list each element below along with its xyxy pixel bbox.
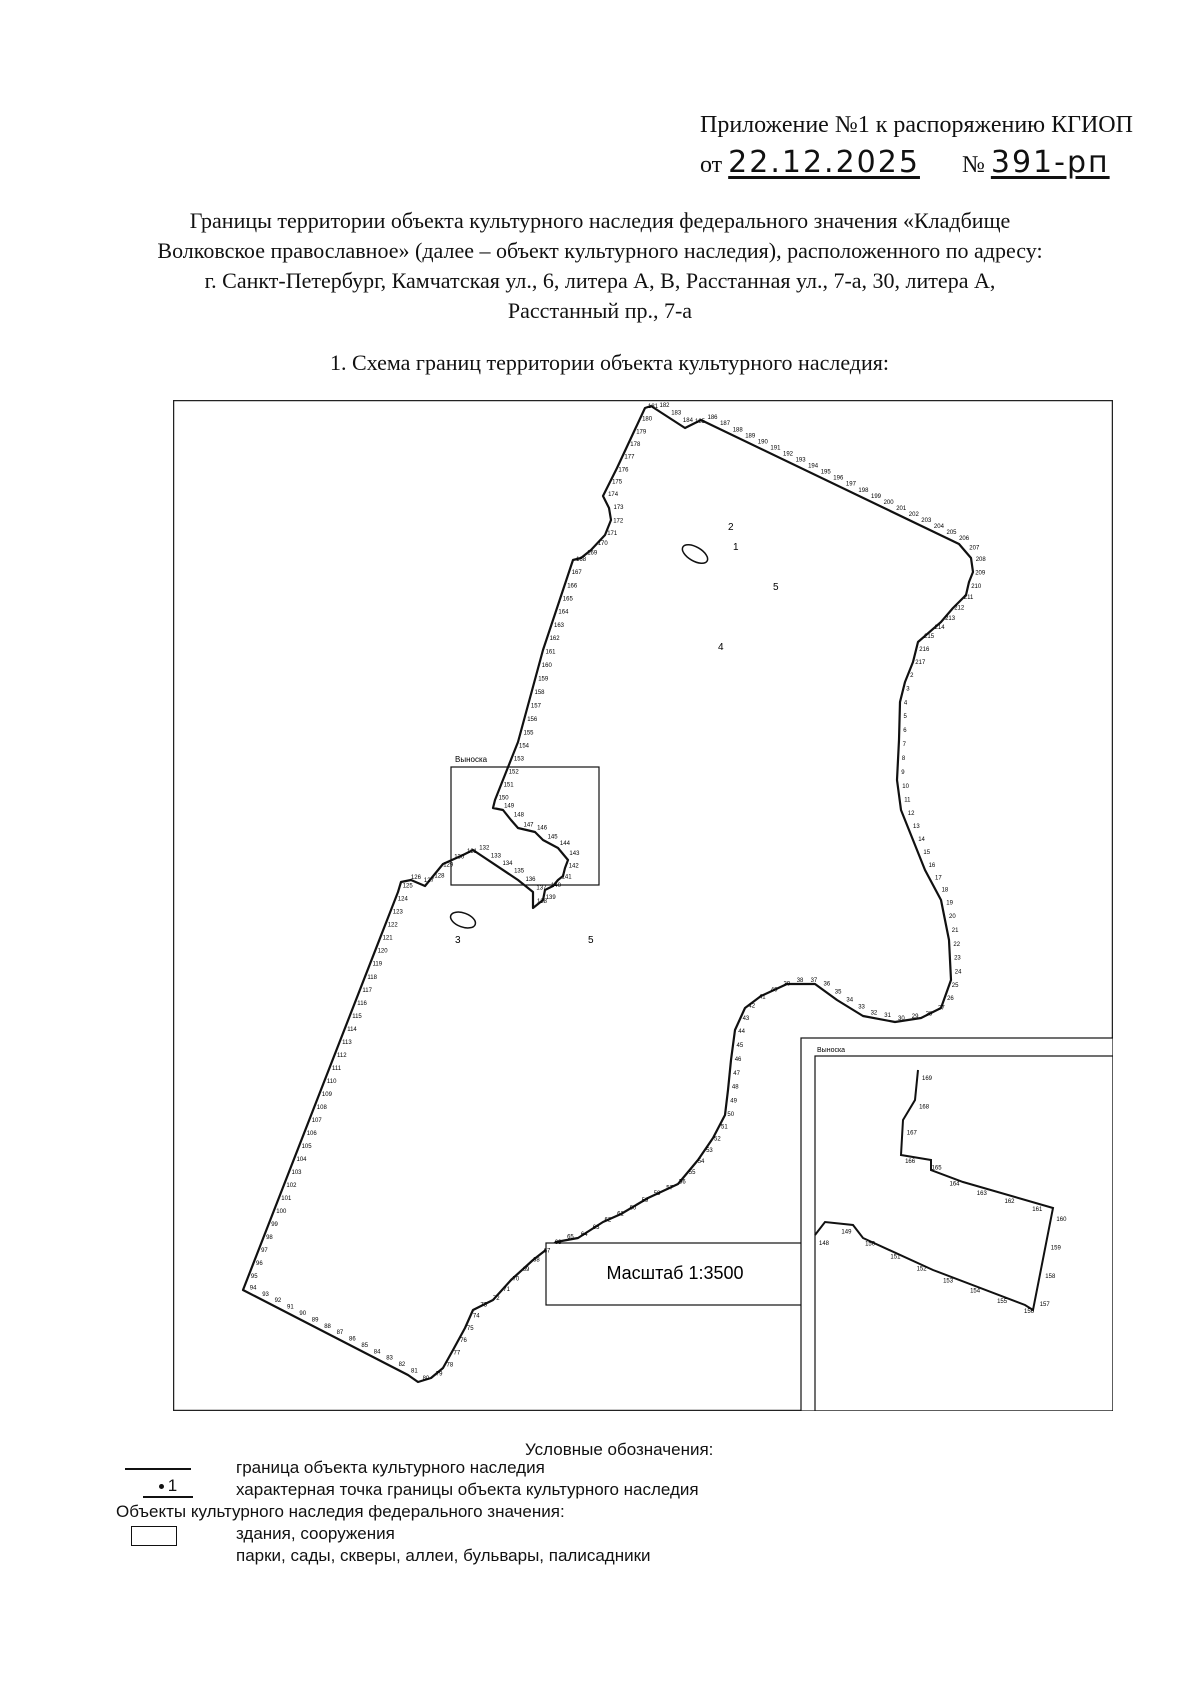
boundary-point-label: 109 xyxy=(321,1091,332,1098)
boundary-point-label: 32 xyxy=(870,1010,878,1017)
boundary-point-label: 82 xyxy=(398,1362,406,1369)
boundary-point-label: 101 xyxy=(281,1195,292,1202)
legend-objects-heading: Объекты культурного наследия федерального значения: xyxy=(116,1502,565,1521)
boundary-point-label: 130 xyxy=(454,854,465,861)
schema-heading: 1. Схема границ территории объекта культурного наследия: xyxy=(330,350,890,375)
boundary-point-label: 118 xyxy=(367,974,377,981)
boundary-point-label: 177 xyxy=(624,454,635,461)
inset-point-label: 149 xyxy=(841,1229,852,1236)
boundary-point-label: 168 xyxy=(576,556,587,563)
boundary-point-label: 89 xyxy=(311,1317,319,1324)
header-line-3: г. Санкт-Петербург, Камчатская ул., 6, литера А, В, Расстанная ул., 7-а, 30, литера А, xyxy=(204,268,996,293)
boundary-point-label: 114 xyxy=(347,1026,357,1033)
inset-point-label: 153 xyxy=(943,1278,954,1285)
boundary-point-label: 76 xyxy=(460,1338,467,1345)
number-prefix: № xyxy=(961,152,985,178)
boundary-point-label: 110 xyxy=(326,1078,337,1085)
boundary-point-label: 60 xyxy=(629,1205,637,1212)
boundary-point-label: 80 xyxy=(422,1375,430,1382)
boundary-point-label: 152 xyxy=(508,769,519,776)
inset-point-label: 168 xyxy=(919,1104,930,1111)
boundary-point-label: 4 xyxy=(903,700,908,707)
boundary-point-label: 107 xyxy=(311,1117,322,1124)
boundary-point-label: 148 xyxy=(513,812,524,819)
boundary-point-label: 145 xyxy=(547,834,558,841)
callout-label: Выноска xyxy=(455,755,488,764)
inset-point-label: 148 xyxy=(819,1241,830,1247)
header-line-2: Волковское православное» (далее – объект культурного наследия), расположенного по адресу: xyxy=(157,238,1043,263)
boundary-point-label: 93 xyxy=(262,1291,269,1298)
boundary-point-label: 13 xyxy=(913,824,920,830)
boundary-point-label: 183 xyxy=(671,410,682,417)
boundary-point-label: 27 xyxy=(938,1005,945,1012)
inset-point-label: 162 xyxy=(1004,1198,1015,1205)
boundary-point-label: 138 xyxy=(537,899,548,906)
inset-point-label: 156 xyxy=(1024,1309,1035,1316)
area-label: 2 xyxy=(728,522,734,533)
boundary-point-label: 122 xyxy=(387,922,398,929)
boundary-point-label: 61 xyxy=(617,1211,624,1218)
header-line-1: Границы территории объекта культурного наследия федерального значения «Кладбище xyxy=(189,208,1011,233)
legend-point: характерная точка границы объекта культурного наследия xyxy=(236,1480,699,1499)
boundary-point-label: 56 xyxy=(679,1179,686,1186)
boundary-point-label: 29 xyxy=(911,1014,919,1020)
boundary-point-label: 105 xyxy=(301,1143,312,1150)
boundary-point-label: 94 xyxy=(249,1285,257,1292)
boundary-point-label: 42 xyxy=(748,1003,756,1010)
inset-point-label: 169 xyxy=(922,1076,933,1082)
boundary-point-label: 92 xyxy=(274,1298,282,1305)
boundary-point-label: 55 xyxy=(688,1169,696,1176)
boundary-point-label: 14 xyxy=(918,837,925,843)
boundary-point-label: 153 xyxy=(513,756,524,763)
boundary-point-label: 99 xyxy=(271,1221,278,1228)
boundary-point-label: 3 xyxy=(906,686,910,693)
boundary-point-label: 190 xyxy=(757,439,768,446)
boundary-point-label: 206 xyxy=(959,536,970,543)
boundary-point-label: 196 xyxy=(833,475,844,482)
legend-building-symbol xyxy=(131,1526,177,1546)
boundary-point-label: 44 xyxy=(738,1029,745,1036)
boundary-point-label: 46 xyxy=(734,1056,742,1063)
boundary-point-label: 115 xyxy=(352,1013,362,1020)
boundary-point-label: 200 xyxy=(883,499,894,506)
inset-point-label: 160 xyxy=(1056,1217,1067,1224)
boundary-point-label: 120 xyxy=(377,948,388,955)
boundary-point-label: 186 xyxy=(707,415,718,422)
legend-boundary: граница объекта культурного наследия xyxy=(236,1458,545,1477)
boundary-point-label: 167 xyxy=(571,570,582,576)
boundary-point-label: 124 xyxy=(397,896,408,903)
boundary-point-label: 85 xyxy=(361,1342,369,1349)
boundary-point-label: 2 xyxy=(910,673,914,680)
boundary-point-label: 205 xyxy=(946,530,957,537)
boundary-point-label: 121 xyxy=(382,935,393,942)
boundary-point-label: 146 xyxy=(537,825,548,832)
boundary-point-label: 58 xyxy=(653,1191,661,1198)
boundary-point-label: 66 xyxy=(554,1240,562,1247)
boundary-point-label: 111 xyxy=(332,1065,342,1072)
boundary-point-label: 5 xyxy=(903,714,907,721)
legend-boundary-line xyxy=(125,1468,191,1470)
boundary-point-label: 174 xyxy=(608,492,619,499)
boundary-point-label: 141 xyxy=(561,874,572,881)
boundary-point-label: 169 xyxy=(587,550,598,557)
inset-point-label: 167 xyxy=(906,1130,917,1137)
boundary-point-label: 173 xyxy=(613,505,624,511)
boundary-point-label: 34 xyxy=(846,997,854,1004)
boundary-point-label: 83 xyxy=(386,1355,393,1362)
boundary-point-label: 86 xyxy=(349,1336,356,1343)
boundary-point-label: 57 xyxy=(666,1185,673,1192)
boundary-point-label: 95 xyxy=(250,1273,258,1280)
boundary-point-label: 151 xyxy=(503,782,514,789)
boundary-point-label: 79 xyxy=(435,1371,443,1378)
boundary-point-label: 133 xyxy=(490,853,501,860)
boundary-point-label: 88 xyxy=(324,1323,331,1330)
boundary-point-label: 117 xyxy=(362,987,372,994)
boundary-point-label: 149 xyxy=(504,803,515,810)
boundary-point-label: 129 xyxy=(443,862,454,869)
boundary-point-label: 119 xyxy=(372,961,383,968)
boundary-point-label: 187 xyxy=(720,421,731,428)
boundary-point-label: 171 xyxy=(607,530,618,537)
boundary-point-label: 49 xyxy=(730,1098,737,1105)
boundary-point-label: 160 xyxy=(541,663,552,669)
boundary-point-label: 39 xyxy=(783,981,791,988)
boundary-point-label: 84 xyxy=(373,1349,381,1356)
boundary-point-label: 25 xyxy=(951,983,959,989)
area-label: 5 xyxy=(773,582,779,593)
boundary-point-label: 90 xyxy=(299,1311,307,1317)
boundary-point-label: 157 xyxy=(530,703,541,710)
boundary-point-label: 103 xyxy=(291,1169,302,1176)
boundary-point-label: 184 xyxy=(682,418,693,425)
inset-point-label: 159 xyxy=(1050,1245,1061,1252)
boundary-point-label: 97 xyxy=(261,1247,268,1254)
boundary-point-label: 142 xyxy=(568,863,579,870)
boundary-point-label: 77 xyxy=(453,1350,461,1357)
boundary-point-label: 19 xyxy=(946,900,953,907)
boundary-point-label: 166 xyxy=(567,583,578,590)
inset-point-label: 158 xyxy=(1045,1273,1056,1280)
boundary-point-label: 154 xyxy=(519,743,530,750)
boundary-point-label: 137 xyxy=(536,885,547,892)
boundary-point-label: 106 xyxy=(306,1130,317,1137)
boundary-point-label: 217 xyxy=(915,660,926,667)
boundary-point-label: 45 xyxy=(736,1043,744,1050)
boundary-point-label: 165 xyxy=(562,596,573,603)
boundary-point-label: 181 xyxy=(648,404,659,411)
boundary-point-label: 156 xyxy=(527,716,538,723)
boundary-point-label: 33 xyxy=(858,1004,865,1011)
boundary-point-label: 16 xyxy=(928,862,936,869)
boundary-point-label: 134 xyxy=(502,861,513,867)
boundary-point-label: 163 xyxy=(554,623,565,629)
boundary-point-label: 143 xyxy=(569,850,580,857)
boundary-point-label: 126 xyxy=(410,874,421,881)
boundary-point-label: 211 xyxy=(963,595,974,602)
boundary-point-label: 188 xyxy=(732,427,743,434)
boundary-point-label: 172 xyxy=(613,518,624,525)
boundary-point-label: 193 xyxy=(795,457,806,464)
inset-point-label: 152 xyxy=(916,1266,927,1273)
boundary-point-label: 204 xyxy=(933,524,944,530)
inset-callout-label: Выноска xyxy=(817,1047,846,1054)
boundary-point-label: 201 xyxy=(896,505,907,512)
boundary-point-label: 195 xyxy=(820,469,831,476)
boundary-point-label: 185 xyxy=(695,419,706,425)
boundary-point-label: 189 xyxy=(745,433,756,440)
boundary-point-label: 12 xyxy=(907,811,915,818)
boundary-point-label: 131 xyxy=(467,849,478,855)
boundary-point-label: 191 xyxy=(770,445,781,452)
boundary-point-label: 164 xyxy=(558,609,569,616)
boundary-point-label: 159 xyxy=(538,676,549,683)
inset-point-label: 154 xyxy=(970,1288,981,1295)
boundary-point-label: 23 xyxy=(954,955,961,962)
boundary-point-label: 91 xyxy=(287,1304,294,1311)
area-label: 4 xyxy=(718,642,724,653)
legend-title: Условные обозначения: xyxy=(525,1440,714,1459)
boundary-point-label: 62 xyxy=(604,1217,612,1224)
area-label: 3 xyxy=(455,935,461,946)
boundary-point-label: 207 xyxy=(969,545,980,552)
boundary-point-label: 170 xyxy=(597,541,608,548)
boundary-point-label: 50 xyxy=(727,1112,735,1118)
boundary-point-label: 70 xyxy=(512,1276,520,1283)
boundary-point-label: 37 xyxy=(810,978,818,984)
boundary-point-label: 113 xyxy=(342,1039,352,1046)
header-line-4: Расстанный пр., 7-а xyxy=(507,298,693,323)
boundary-point-label: 127 xyxy=(423,877,434,884)
boundary-point-label: 36 xyxy=(823,981,831,988)
boundary-point-label: 116 xyxy=(357,1000,367,1007)
inset-point-label: 166 xyxy=(905,1159,916,1166)
boundary-point-label: 67 xyxy=(543,1248,551,1255)
boundary-point-label: 178 xyxy=(630,442,641,448)
boundary-point-label: 136 xyxy=(525,876,536,883)
boundary-point-label: 125 xyxy=(402,883,413,890)
boundary-point-label: 175 xyxy=(612,479,623,486)
document-header xyxy=(80,206,1120,326)
boundary-point-label: 132 xyxy=(479,845,490,852)
inset-point-label: 157 xyxy=(1039,1302,1050,1309)
boundary-point-label: 26 xyxy=(947,996,954,1003)
inset-point-label: 165 xyxy=(931,1165,942,1172)
boundary-point-label: 144 xyxy=(559,840,570,847)
boundary-point-label: 215 xyxy=(924,634,935,641)
boundary-point-label: 176 xyxy=(618,467,629,474)
boundary-map xyxy=(173,400,1113,1411)
boundary-point-label: 31 xyxy=(884,1013,891,1020)
inset-point-label: 164 xyxy=(949,1181,960,1188)
boundary-point-label: 210 xyxy=(971,583,982,590)
boundary-point-label: 213 xyxy=(945,615,956,622)
scale-label: Масштаб 1:3500 xyxy=(606,1263,744,1283)
boundary-point-label: 96 xyxy=(256,1260,263,1267)
boundary-point-label: 7 xyxy=(902,742,906,749)
legend-buildings: здания, сооружения xyxy=(236,1524,395,1543)
boundary-point-label: 209 xyxy=(975,570,986,577)
boundary-point-label: 22 xyxy=(953,941,961,948)
boundary-point-label: 10 xyxy=(902,783,909,790)
inset-point-label: 150 xyxy=(865,1241,876,1248)
boundary-point-label: 100 xyxy=(276,1208,287,1215)
boundary-point-label: 40 xyxy=(770,987,778,994)
boundary-point-label: 17 xyxy=(935,875,942,882)
boundary-point-label: 52 xyxy=(714,1136,721,1143)
boundary-point-label: 202 xyxy=(908,511,919,518)
boundary-point-label: 69 xyxy=(522,1267,530,1273)
boundary-point-label: 43 xyxy=(742,1016,750,1023)
inset-panel xyxy=(801,1038,1113,1411)
map-svg xyxy=(173,400,1113,1411)
boundary-point-label: 147 xyxy=(523,822,534,829)
boundary-point-label: 208 xyxy=(975,557,986,564)
boundary-point-label: 15 xyxy=(923,849,931,856)
boundary-point-label: 71 xyxy=(503,1287,510,1293)
boundary-point-label: 28 xyxy=(925,1011,933,1018)
boundary-point-label: 53 xyxy=(706,1148,713,1154)
boundary-point-label: 158 xyxy=(534,690,545,696)
boundary-point-label: 18 xyxy=(941,887,949,894)
boundary-point-label: 47 xyxy=(733,1070,740,1077)
boundary-point-label: 38 xyxy=(796,978,804,984)
boundary-point-label: 74 xyxy=(472,1313,480,1320)
boundary-point-label: 75 xyxy=(466,1325,474,1332)
boundary-point-label: 182 xyxy=(659,402,670,409)
inset-point-label: 151 xyxy=(890,1254,901,1261)
legend-point-number: 1 xyxy=(167,1476,178,1495)
boundary-point-label: 102 xyxy=(286,1182,297,1189)
inset-point-label: 163 xyxy=(976,1190,987,1197)
boundary-point-label: 41 xyxy=(758,994,766,1001)
boundary-point-label: 21 xyxy=(951,927,959,934)
boundary-point-label: 162 xyxy=(549,636,560,643)
boundary-point-label: 51 xyxy=(721,1124,728,1131)
boundary-point-label: 197 xyxy=(845,481,856,488)
legend-point-symbol xyxy=(143,1476,193,1498)
boundary-point-label: 192 xyxy=(783,451,794,458)
boundary-point-label: 135 xyxy=(514,868,525,875)
boundary-point-label: 20 xyxy=(949,914,956,921)
boundary-point-label: 30 xyxy=(898,1015,905,1022)
boundary-point-label: 216 xyxy=(919,646,930,653)
boundary-point-label: 6 xyxy=(903,728,907,735)
boundary-point-label: 155 xyxy=(523,730,534,737)
boundary-point-label: 198 xyxy=(858,487,869,494)
boundary-point-label: 63 xyxy=(592,1225,600,1232)
boundary-point-label: 73 xyxy=(480,1302,488,1309)
appendix-title: Приложение №1 к распоряжению КГИОП xyxy=(700,112,1133,138)
boundary-point-label: 199 xyxy=(871,493,882,500)
boundary-point-label: 9 xyxy=(901,770,905,776)
boundary-point-label: 128 xyxy=(434,873,445,880)
boundary-point-label: 180 xyxy=(642,416,653,423)
area-label: 1 xyxy=(733,542,739,553)
boundary-point-label: 65 xyxy=(567,1234,574,1241)
boundary-point-label: 78 xyxy=(446,1362,454,1369)
boundary-point-label: 194 xyxy=(808,463,819,470)
boundary-point-label: 35 xyxy=(834,989,842,996)
boundary-point-label: 139 xyxy=(545,895,556,901)
inset-point-label: 155 xyxy=(997,1298,1008,1305)
boundary-point-label: 150 xyxy=(498,795,509,802)
inset-point-label: 161 xyxy=(1032,1206,1043,1213)
boundary-point-label: 140 xyxy=(550,883,561,890)
boundary-point-label: 214 xyxy=(934,625,945,632)
order-line xyxy=(700,145,1110,180)
boundary-point-label: 59 xyxy=(641,1198,649,1205)
boundary-point-label: 11 xyxy=(904,797,911,804)
legend-parks: парки, сады, скверы, аллеи, бульвары, палисадники xyxy=(236,1546,651,1565)
boundary-point-label: 212 xyxy=(954,605,965,612)
boundary-point-label: 54 xyxy=(697,1159,705,1166)
boundary-point-label: 64 xyxy=(580,1232,588,1239)
boundary-point-label: 123 xyxy=(392,909,403,916)
legend-dot-icon xyxy=(159,1484,164,1489)
boundary-point-label: 179 xyxy=(636,429,647,436)
boundary-point-label: 68 xyxy=(533,1257,540,1264)
boundary-point-label: 98 xyxy=(266,1234,273,1241)
boundary-point-label: 104 xyxy=(296,1156,307,1163)
boundary-point-label: 112 xyxy=(337,1052,347,1059)
boundary-point-label: 72 xyxy=(492,1296,500,1303)
boundary-point-label: 8 xyxy=(901,756,906,763)
order-date: 22.12.2025 xyxy=(728,145,920,180)
boundary-point-label: 48 xyxy=(731,1084,739,1091)
area-label: 5 xyxy=(588,935,594,946)
boundary-point-label: 203 xyxy=(921,518,932,524)
boundary-point-label: 108 xyxy=(316,1104,327,1111)
boundary-point-label: 161 xyxy=(545,649,556,656)
boundary-point-label: 24 xyxy=(954,969,962,976)
date-prefix: от xyxy=(700,152,723,178)
order-number: 391-рп xyxy=(990,145,1110,180)
boundary-point-label: 81 xyxy=(411,1368,418,1375)
boundary-point-label: 87 xyxy=(336,1330,344,1337)
